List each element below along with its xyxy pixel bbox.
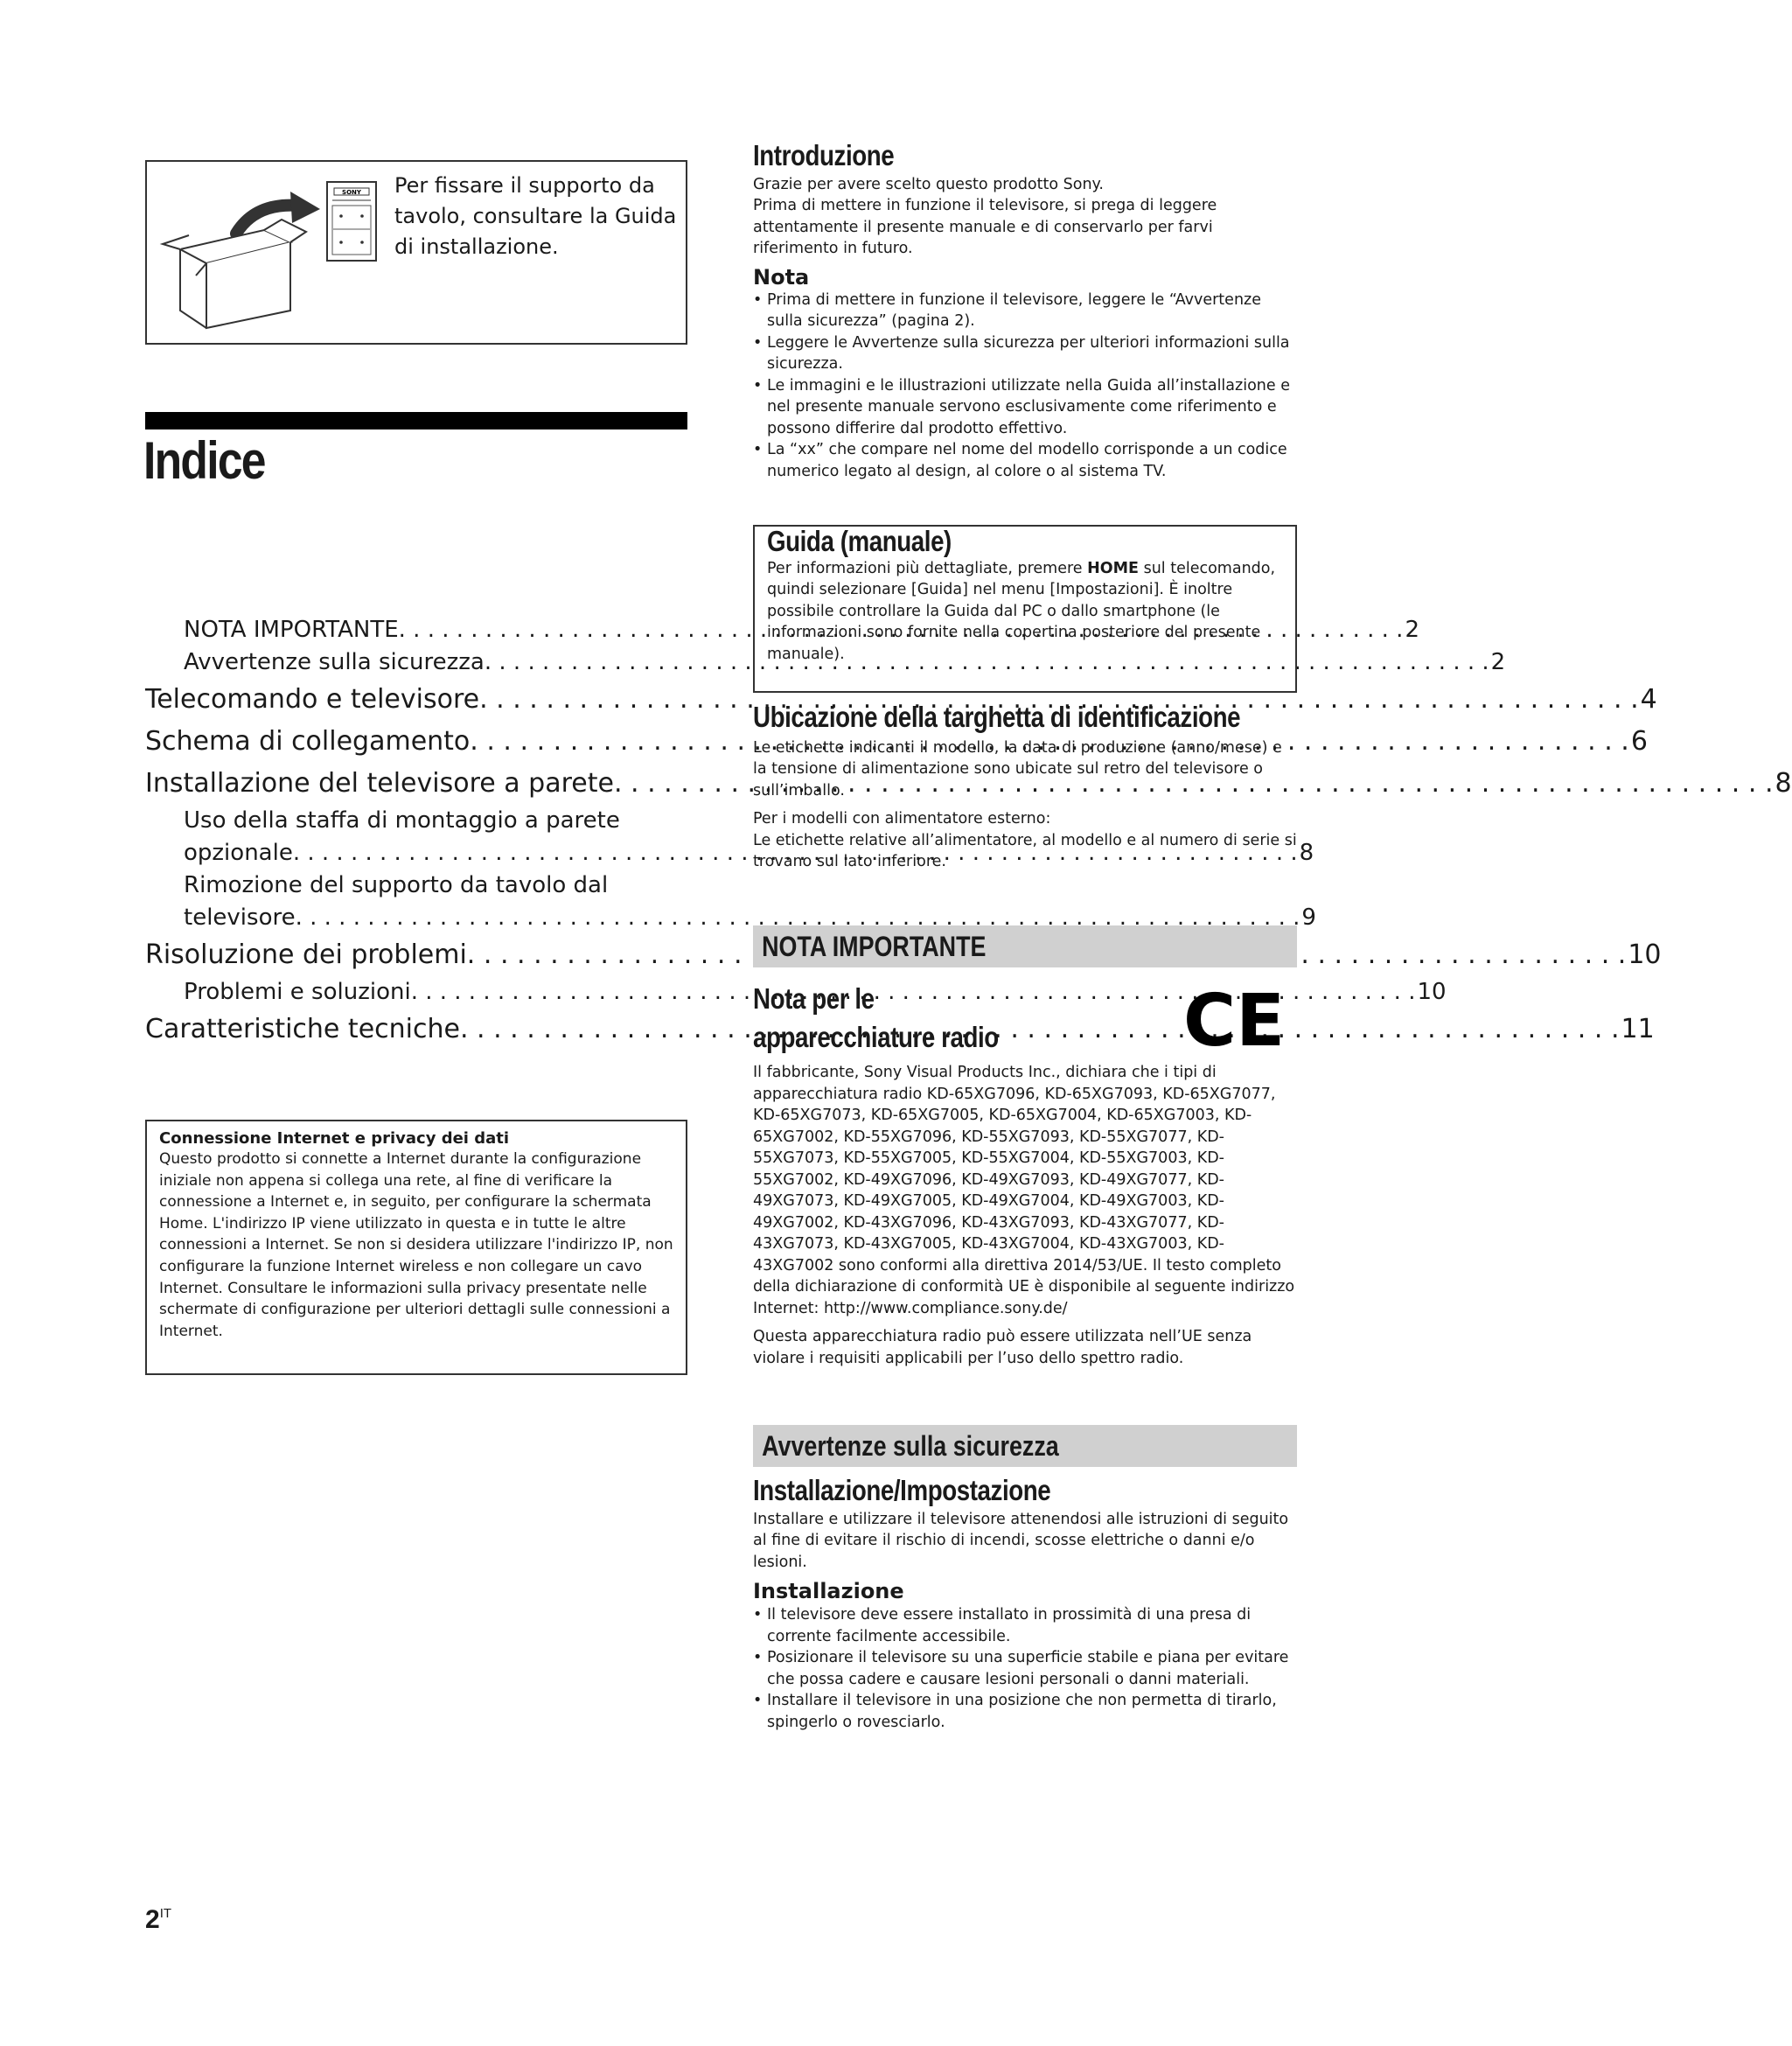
- note-item: • Prima di mettere in funzione il televisore, leggere le “Avvertenze sulla sicurezza” (pagina 2).: [753, 290, 1297, 332]
- intro-section: [753, 139, 1297, 482]
- intro-text-2: Prima di mettere in funzione il televisore, si prega di leggere attentamente il presente manuale e di conservarlo per farvi riferimento in futuro.: [753, 197, 1217, 257]
- toc-entry-nota-importante[interactable]: NOTA IMPORTANTE . . . 2: [145, 614, 693, 646]
- installation-item: • Posizionare il televisore su una superficie stabile e piana per evitare che possa cadere e causare lesioni personali o danni materiali.: [753, 1647, 1297, 1690]
- privacy-text: Questo prodotto si connette a Internet durante la configurazione iniziale non appena si collega una rete, al fine di verificare la connessione a Internet e, in seguito, per configurare la schermata Home. L'indirizzo IP viene utilizzato in questa e in tutte le altre connessioni a Internet. Se non si desidera utilizzare l'indirizzo IP, non configurare la funzione Internet wireless e non collegare un cavo Internet. Consultare le informazioni sulla privacy presentate nelle schermate di configurazione per ulteriori dettagli sulle connessioni a Internet.: [159, 1150, 673, 1340]
- toc-entry-staffa[interactable]: opzionale . . . 8: [145, 837, 693, 869]
- label-location-section: [753, 701, 1297, 873]
- page-language: IT: [159, 1906, 172, 1921]
- svg-text:CE: CE: [1183, 980, 1286, 1063]
- toc-entry-telecomando[interactable]: Telecomando e televisore . . . 4: [145, 679, 693, 721]
- label-location-text-3: Le etichette relative all’alimentatore, al modello e al numero di serie si trovano sul lato inferiore.: [753, 831, 1297, 870]
- ce-mark-icon: [1183, 980, 1286, 1063]
- note-item: • Leggere le Avvertenze sulla sicurezza per ulteriori informazioni sulla sicurezza.: [753, 332, 1297, 375]
- toc-entry-installazione-parete[interactable]: Installazione del televisore a parete . . . 8: [145, 763, 693, 805]
- home-key-label: HOME: [1087, 559, 1140, 577]
- installation-subtitle: Installazione: [753, 1579, 904, 1603]
- toc-entry-schema[interactable]: Schema di collegamento . . . 6: [145, 721, 693, 763]
- setup-notice-box: [145, 160, 687, 345]
- guide-text: Per informazioni più dettagliate, premere HOME sul telecomando, quindi selezionare [Guida] nel menu [Impostazioni]. È inoltre possibile controllare la Guida dal PC o dallo smartphone (le informazioni sono fornite nella copertina posteriore del presente manuale).: [767, 559, 1276, 663]
- toc-entry-avvertenze[interactable]: Avvertenze sulla sicurezza . . . 2: [145, 646, 693, 679]
- label-location-title: Ubicazione della targhetta di identificazione: [753, 701, 1241, 733]
- installation-item: • Installare il televisore in una posizione che non permetta di tirarlo, spingerlo o rovesciarlo.: [753, 1690, 1297, 1733]
- radio-usage-text: Questa apparecchiatura radio può essere utilizzata nell’UE senza violare i requisiti applicabili per l’uso dello spettro radio.: [753, 1328, 1252, 1367]
- toc-entry-problemi[interactable]: Problemi e soluzioni . . . 10: [145, 976, 693, 1009]
- toc-entry-rimozione-line1[interactable]: Rimozione del supporto da tavolo dal: [184, 872, 609, 898]
- svg-text:SONY: SONY: [342, 189, 361, 196]
- privacy-title: Connessione Internet e privacy dei dati: [159, 1129, 510, 1148]
- index-heading-bar: [145, 412, 687, 429]
- nota-importante-band: [753, 925, 1297, 967]
- note-item: • La “xx” che compare nel nome del modello corrisponde a un codice numerico legato al design, al colore o al sistema TV.: [753, 439, 1297, 482]
- intro-title: Introduzione: [753, 139, 895, 171]
- note-item: • Le immagini e le illustrazioni utilizzate nella Guida all’installazione e nel presente manuale servono esclusivamente come riferimento e possono differire dal prodotto effettivo.: [753, 375, 1297, 440]
- toc-entry-staffa-line1[interactable]: Uso della staffa di montaggio a parete: [184, 807, 620, 834]
- toc-entry-caratteristiche[interactable]: Caratteristiche tecniche . . . 11: [145, 1009, 693, 1051]
- setup-notice-text: Per fissare il supporto da tavolo, consultare la Guida di installazione.: [394, 173, 677, 259]
- privacy-notice-box: [145, 1120, 687, 1375]
- label-location-text-1: Le etichette indicanti il modello, la data di produzione (anno/mese) e la tensione di alimentazione sono ubicate sul retro del televisore o sull’imballo.: [753, 738, 1282, 800]
- radio-equipment-title: Nota per le apparecchiature radio: [753, 982, 999, 1053]
- installation-section: [753, 1474, 1297, 1733]
- radio-declaration-text: Il fabbricante, Sony Visual Products Inc., dichiara che i tipi di apparecchiatura radio KD-65XG7096, KD-65XG7093, KD-65XG7077, KD-65XG7073, KD-65XG7005, KD-65XG7004, KD-65XG7003, KD-65XG7002, KD-55XG7096, KD-55XG7093, KD-55XG7077, KD-55XG7073, KD-55XG7005, KD-55XG7004, KD-55XG7003, KD-55XG7002, KD-49XG7096, KD-49XG7093, KD-49XG7077, KD-49XG7073, KD-49XG7005, KD-49XG7004, KD-49XG7003, KD-49XG7002, KD-43XG7096, KD-43XG7093, KD-43XG7077, KD-43XG7073, KD-43XG7005, KD-43XG7004, KD-43XG7003, KD-43XG7002 sono conformi alla direttiva 2014/53/UE. Il testo completo della dichiarazione di conformità UE è disponibile al seguente indirizzo Internet: http://www.compliance.sony.de/: [753, 1064, 1295, 1317]
- installation-text: Installare e utilizzare il televisore attenendosi alle istruzioni di seguito al fine di evitare il rischio di incendi, scosse elettriche o danni e/o lesioni.: [753, 1510, 1289, 1571]
- safety-heading: Avvertenze sulla sicurezza: [762, 1430, 1059, 1462]
- installation-title: Installazione/Impostazione: [753, 1474, 1051, 1506]
- note-title: Nota: [753, 264, 810, 290]
- safety-band: [753, 1425, 1297, 1467]
- toc-entry-rimozione[interactable]: televisore . . . 9: [145, 902, 693, 934]
- page-number: $2^{IT}$: [145, 1905, 172, 1934]
- intro-text-1: Grazie per avere scelto questo prodotto Sony.: [753, 175, 1104, 193]
- nota-importante-heading: NOTA IMPORTANTE: [762, 931, 987, 962]
- toc-entry-risoluzione[interactable]: Risoluzione dei problemi . . . 10: [145, 934, 693, 976]
- installation-item: • Il televisore deve essere installato in prossimità di una presa di corrente facilmente accessibile.: [753, 1604, 1297, 1647]
- guide-title: Guida (manuale): [767, 525, 952, 557]
- tv-box-illustration-icon: [159, 171, 387, 337]
- index-title: Indice: [143, 431, 265, 490]
- guide-box: [753, 525, 1297, 693]
- label-location-text-2: Per i modelli con alimentatore esterno:: [753, 810, 1051, 827]
